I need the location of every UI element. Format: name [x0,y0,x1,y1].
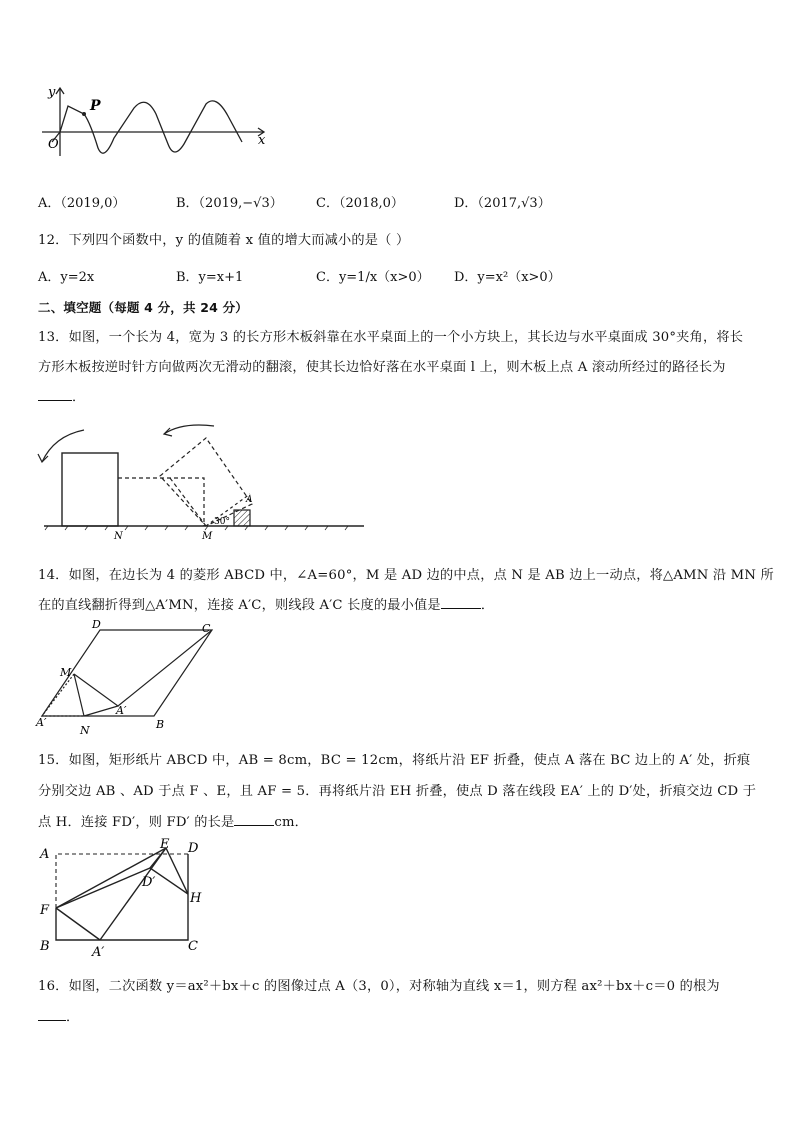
label-B: B [156,718,165,731]
answer-blank[interactable] [234,813,274,826]
q12-option-d: D．y=x²（x>0） [454,270,561,285]
q15-line-3-end: cm． [274,815,309,830]
dashed-board-middle [118,478,204,526]
q11-option-d: D．（2017,√3） [454,196,551,211]
label-A-prime: A′ [92,945,105,960]
arrow-right [164,425,214,434]
q12-option-b: B．y=x+1 [176,270,244,285]
arrow-left [42,430,84,462]
q13-line-2: 方形木板按逆时针方向做两次无滑动的翻滚，使其长边恰好落在水平桌面 l 上，则木板上点 A 滚动所经过的路径长为 [38,360,726,375]
q16-line-2 [38,1006,79,1025]
q15-line-2: 分别交边 AB 、AD 于点 F 、E，且 AF = 5．再将纸片沿 EH 折叠，使点 D 落在线段 EA′ 上的 D′处，折痕交边 CD 于 [38,784,757,799]
answer-blank[interactable] [38,1008,66,1021]
label-E: E [160,837,170,852]
point-P [82,112,86,116]
small-block [234,510,250,526]
dashed-original [42,674,84,716]
q12-option-c: C．y=1/x（x>0） [316,270,430,285]
label-O: O [48,137,59,152]
q12-stem: 12．下列四个函数中，y 的值随着 x 值的增大而减小的是（ ） [38,233,410,248]
answer-blank[interactable] [441,596,481,609]
q13-figure [34,418,374,543]
segment-EA1 [100,848,166,940]
q12-option-a: A．y=2x [38,270,95,285]
label-D-prime: D′ [142,875,156,890]
label-M: M [60,666,72,679]
label-A-prime: A′ [116,704,127,717]
label-D: D [92,618,101,631]
q16-line-1: 16．如图，二次函数 y＝ax²＋bx＋c 的图像过点 A（3，0），对称轴为直线 x＝1，则方程 ax²＋bx＋c＝0 的根为 [38,979,720,994]
label-y: y [48,85,56,100]
label-N: N [80,724,90,737]
section-title: 二、填空题（每题 4 分，共 24 分） [38,300,249,315]
label-D: D [188,841,199,856]
label-A: A′ [36,716,47,729]
q14-line-2-text: 在的直线翻折得到△A′MN，连接 A′C，则线段 A′C 长度的最小值是 [38,598,441,613]
board-final [62,453,118,526]
label-H: H [190,891,202,906]
label-N: N [114,531,123,542]
segment-AC [118,630,212,706]
q16-line-2-end: ． [66,1010,80,1025]
label-M: M [202,531,213,542]
label-angle: 30° [214,517,230,527]
dashed-diagonal [170,478,206,526]
q14-line-2-end: ． [480,598,495,613]
q14-figure [34,616,224,740]
label-x: x [258,133,266,148]
q11-option-a: A．（2019,0） [38,196,126,211]
fold-triangle [74,674,118,716]
label-A: A [246,495,253,505]
q15-figure [34,834,214,960]
sine-curve [52,101,242,153]
q13-line-1: 13．如图，一个长为 4，宽为 3 的长方形木板斜靠在水平桌面上的一个小方块上，其长边与水平桌面成 30°夹角，将长 [38,330,744,345]
label-C: C [188,939,198,954]
answer-blank[interactable] [38,388,72,401]
q11-sine-graph [38,82,278,162]
q14-line-1: 14．如图，在边长为 4 的菱形 ABCD 中，∠A=60°，M 是 AD 边的中点，点 N 是 AB 边上一动点，将△AMN 沿 MN 所 [38,568,774,583]
q15-line-1: 15．如图，矩形纸片 ABCD 中，AB = 8cm，BC = 12cm，将纸片沿 EF 折叠，使点 A 落在 BC 边上的 A′ 处，折痕 [38,753,751,768]
q11-option-c: C．（2018,0） [316,196,404,211]
q13-line-3-end: ． [72,390,86,405]
q14-line-2 [38,594,494,613]
label-C: C [202,622,211,635]
label-P: P [90,98,101,114]
label-A: A [40,847,50,862]
q13-line-3 [38,386,85,405]
label-F: F [40,903,50,918]
q11-option-b: B．（2019,−√3） [176,196,283,211]
label-B: B [40,939,50,954]
segment-FA1 [56,908,100,940]
segment-FD1 [56,868,150,908]
q15-line-3 [38,811,308,830]
q15-line-3-text: 点 H．连接 FD′，则 FD′ 的长是 [38,815,235,830]
